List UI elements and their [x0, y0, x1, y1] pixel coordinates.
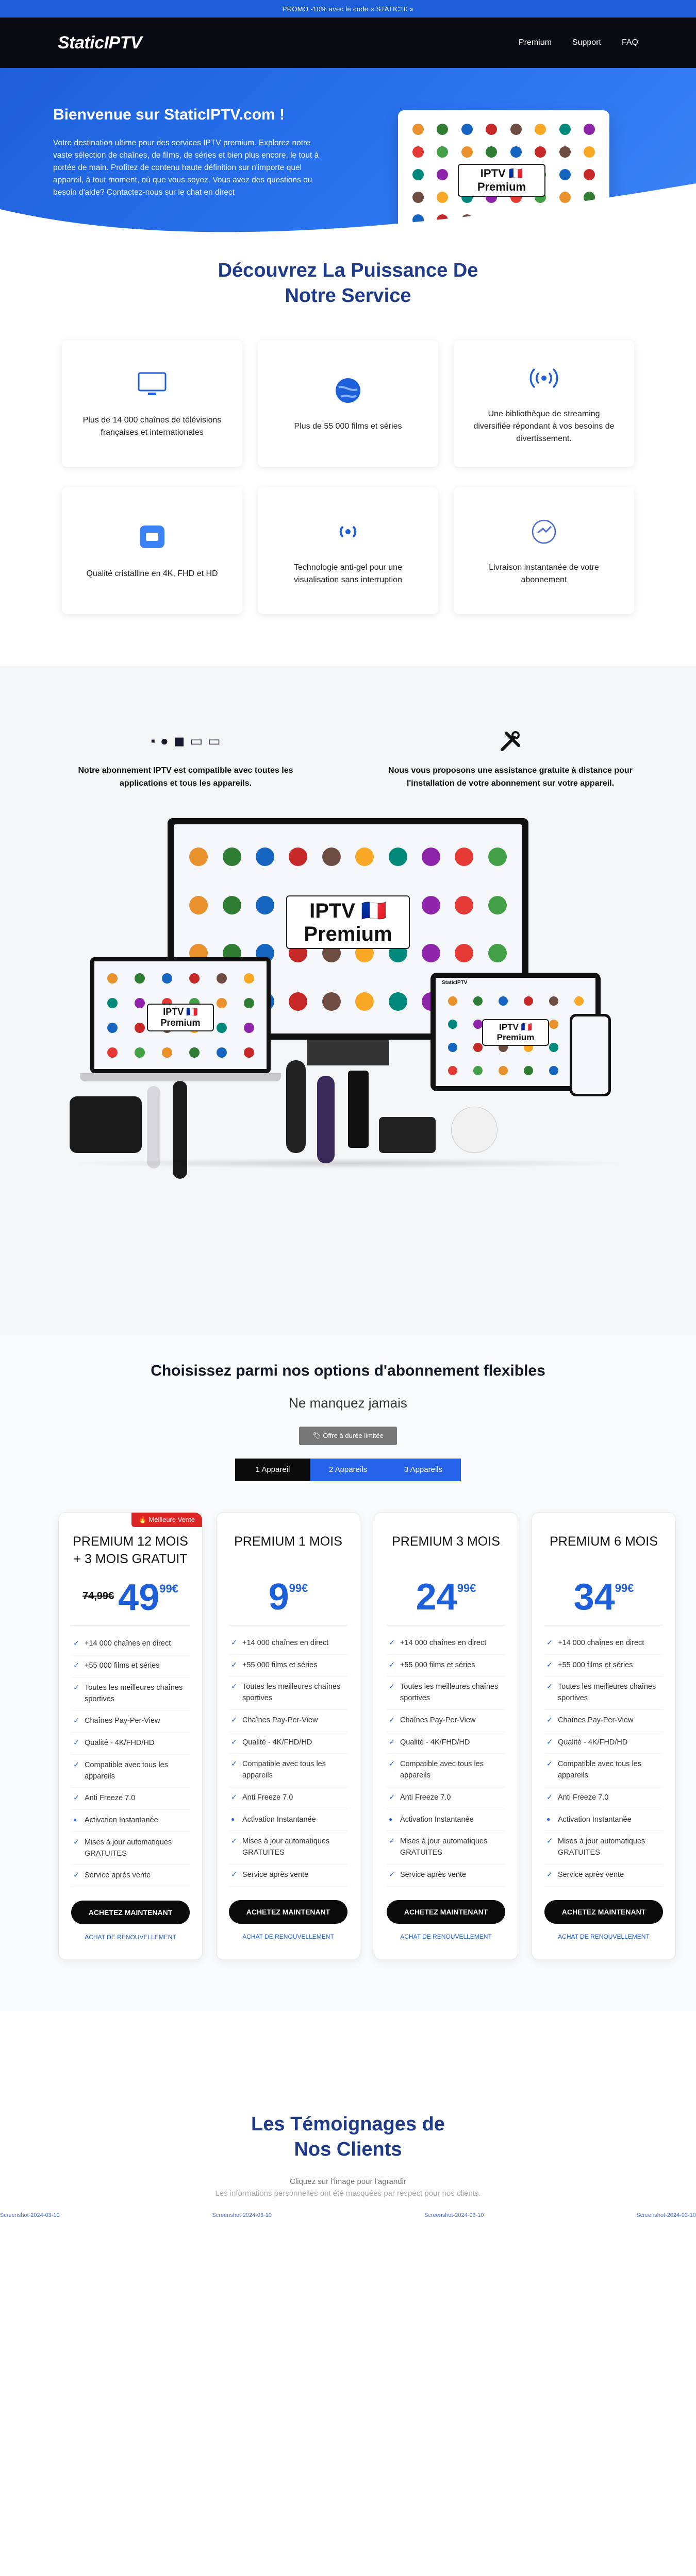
- best-seller-ribbon: 🔥 Meilleure Vente: [131, 1513, 202, 1527]
- navbar: [0, 18, 696, 68]
- channel-logo: [244, 1023, 254, 1033]
- plan-feature: ✓ Chaînes Pay-Per-View: [229, 1710, 347, 1732]
- channel-logo: [510, 124, 522, 135]
- plan-name: PREMIUM 6 MOIS: [550, 1534, 658, 1549]
- tab-2-devices[interactable]: 2 Appareils: [310, 1459, 386, 1481]
- plan-feature: ✓ Toutes les meilleures chaînes sportives: [229, 1676, 347, 1710]
- firestick-remote: [286, 1060, 306, 1153]
- compat-text: Notre abonnement IPTV est compatible avec toutes les applications et tous les appareils.: [78, 766, 293, 788]
- plan-feature: ● Activation Instantanée: [544, 1809, 663, 1832]
- shadow: [70, 1158, 626, 1168]
- laptop-base: [80, 1073, 281, 1081]
- offer-badge: 🏷 Offre à durée limitée: [299, 1427, 397, 1445]
- tv-icon: [136, 368, 169, 401]
- channel-logo: [524, 1066, 533, 1075]
- channel-logo: [244, 1047, 254, 1058]
- plans-grid: [58, 1512, 658, 1960]
- roku-remote: [317, 1076, 335, 1163]
- feature-card: [454, 340, 634, 467]
- renew-link[interactable]: ACHAT DE RENOUVELLEMENT: [400, 1933, 492, 1940]
- channel-logo: [584, 146, 595, 158]
- channel-logo: [549, 996, 558, 1006]
- channel-logo: [217, 998, 227, 1008]
- channel-logo: [448, 1043, 457, 1052]
- channel-logo: [244, 973, 254, 984]
- plan-name: PREMIUM 12 MOIS + 3 MOIS GRATUIT: [73, 1534, 188, 1566]
- channel-logo: [256, 896, 274, 914]
- plans-subtitle: Ne manquez jamais: [289, 1395, 407, 1411]
- delivery-icon: [527, 515, 560, 548]
- price-decimal: 99€: [457, 1581, 476, 1595]
- channel-logo: [455, 944, 473, 962]
- plans-title: Choisissez parmi nos options d'abonnement flexibles: [151, 1362, 545, 1379]
- channel-logo: [107, 973, 118, 984]
- chromecast: [451, 1107, 498, 1153]
- plan-feature: ✓ Qualité - 4K/FHD/HD: [229, 1732, 347, 1754]
- plan-card: [532, 1512, 676, 1960]
- channel-logo: [355, 992, 374, 1011]
- channel-logo: [189, 1047, 200, 1058]
- testimonials-strip: [0, 2212, 696, 2222]
- globe-icon: [332, 374, 364, 407]
- plan-card: [216, 1512, 360, 1960]
- broadcast-icon: [527, 362, 560, 395]
- device-tabs: [0, 1459, 696, 1481]
- stick-device: [348, 1071, 369, 1148]
- channel-logo: [189, 973, 200, 984]
- android-box: [379, 1117, 436, 1153]
- channel-logo: [256, 848, 274, 866]
- price-integer: 24: [416, 1576, 457, 1618]
- channel-logo: [355, 848, 374, 866]
- plan-feature: ✓ Qualité - 4K/FHD/HD: [387, 1732, 505, 1754]
- channel-logo: [389, 848, 407, 866]
- chat-icon: [136, 521, 169, 554]
- channel-logo: [412, 146, 424, 158]
- plans-head: [0, 1362, 696, 1481]
- channel-logo: [107, 998, 118, 1008]
- channel-logo: [549, 1043, 558, 1052]
- channel-logo: [223, 896, 241, 914]
- plan-feature: ✓ Toutes les meilleures chaînes sportives: [387, 1676, 505, 1710]
- channel-logo: [189, 896, 208, 914]
- feature-text: Plus de 55 000 films et séries: [294, 421, 402, 431]
- channel-logo: [422, 848, 440, 866]
- hero-title: Bienvenue sur StaticIPTV.com !: [53, 106, 285, 123]
- plan-feature: ✓ Mises à jour automatiques GRATUITES: [71, 1832, 190, 1866]
- channel-logo: [448, 996, 457, 1006]
- nav-item-premium[interactable]: Premium: [518, 38, 552, 47]
- channel-logo: [289, 848, 307, 866]
- plan-feature: ✓ +55 000 films et séries: [71, 1655, 190, 1677]
- channel-logo: [584, 124, 595, 135]
- plan-price: [71, 1577, 190, 1619]
- plan-name: PREMIUM 3 MOIS: [392, 1534, 500, 1549]
- plan-feature: ✓ +14 000 chaînes en direct: [544, 1633, 663, 1655]
- plan-feature: ✓ Chaînes Pay-Per-View: [387, 1710, 505, 1732]
- support-text: Nous vous proposons une assistance gratuite à distance pour l'installation de votre abonnement sur votre appareil.: [388, 766, 633, 788]
- site-logo[interactable]: StaticIPTV: [58, 32, 142, 53]
- channel-logo: [437, 146, 448, 158]
- price-decimal: 99€: [289, 1581, 308, 1595]
- channel-logo: [422, 896, 440, 914]
- laptop-iptv-badge: IPTV 🇫🇷 Premium: [147, 1004, 214, 1031]
- channel-logo: [437, 124, 448, 135]
- feature-card: [258, 487, 438, 614]
- channel-logo: [422, 944, 440, 962]
- channel-logo: [559, 124, 571, 135]
- testimonials-hint: Cliquez sur l'image pour l'agrandir: [290, 2177, 406, 2186]
- feature-card: [258, 340, 438, 467]
- tab-1-device[interactable]: 1 Appareil: [235, 1459, 310, 1481]
- compat-column: [62, 727, 309, 790]
- plans-section: [0, 1335, 696, 2011]
- features-grid: [62, 340, 634, 614]
- old-price: 74,99€: [82, 1590, 114, 1602]
- apple-tv-box: [70, 1096, 142, 1153]
- channel-logo: [448, 1066, 457, 1075]
- channel-logo: [473, 996, 483, 1006]
- price-decimal: 99€: [159, 1582, 178, 1596]
- channel-logo: [461, 146, 473, 158]
- feature-text: Technologie anti-gel pour une visualisation sans interruption: [294, 563, 402, 584]
- feature-card: [62, 340, 242, 467]
- devices-section: [0, 666, 696, 1335]
- plan-feature: ✓ Anti Freeze 7.0: [387, 1787, 505, 1809]
- channel-logo: [135, 1023, 145, 1033]
- channel-logo: [549, 1066, 558, 1075]
- plan-name: PREMIUM 1 MOIS: [234, 1534, 342, 1549]
- channel-logo: [499, 1066, 508, 1075]
- features-section: [0, 234, 696, 666]
- price-decimal: 99€: [615, 1581, 634, 1595]
- devices-icon: [62, 727, 309, 755]
- tab-3-devices[interactable]: 3 Appareils: [386, 1459, 461, 1481]
- channel-logo: [488, 896, 507, 914]
- channel-logo: [488, 848, 507, 866]
- channel-logo: [135, 973, 145, 984]
- plan-feature: ✓ Compatible avec tous les appareils: [387, 1754, 505, 1787]
- channel-logo: [289, 992, 307, 1011]
- channel-logo: [535, 124, 546, 135]
- feature-text: Qualité cristalline en 4K, FHD et HD: [86, 569, 218, 578]
- testimonial-image[interactable]: Screenshot-2024-03-10: [0, 2212, 60, 2218]
- nav-item-faq[interactable]: FAQ: [621, 38, 638, 47]
- feature-card: [62, 487, 242, 614]
- hero-iptv-badge: IPTV 🇫🇷 Premium: [458, 164, 545, 197]
- channel-logo: [473, 1043, 483, 1052]
- feature-text: Livraison instantanée de votre abonnement: [489, 563, 599, 584]
- plan-price: [544, 1576, 663, 1618]
- channel-logo: [217, 1047, 227, 1058]
- plan-feature: ✓ Service après vente: [544, 1865, 663, 1887]
- plan-feature: ✓ +55 000 films et séries: [544, 1655, 663, 1677]
- channel-logo: [322, 992, 341, 1011]
- plan-feature: ✓ Chaînes Pay-Per-View: [544, 1710, 663, 1732]
- support-column: [387, 727, 634, 790]
- channel-logo: [135, 998, 145, 1008]
- plan-feature: ✓ Qualité - 4K/FHD/HD: [71, 1733, 190, 1755]
- windows-icon: ◼: [173, 733, 185, 749]
- plan-feature: ✓ Anti Freeze 7.0: [71, 1788, 190, 1810]
- promo-text: PROMO -10% avec le code « STATIC10 »: [282, 5, 414, 13]
- tv-icon: ▭: [190, 733, 203, 749]
- renew-link[interactable]: ACHAT DE RENOUVELLEMENT: [242, 1933, 334, 1940]
- testimonial-image[interactable]: Screenshot-2024-03-10: [212, 2212, 272, 2218]
- plan-feature: ✓ +14 000 chaînes en direct: [387, 1633, 505, 1655]
- price-integer: 49: [118, 1577, 160, 1619]
- channel-logo: [412, 124, 424, 135]
- channel-logo: [389, 992, 407, 1011]
- channel-logo: [162, 973, 172, 984]
- channel-logo: [486, 146, 497, 158]
- phone-screen: [572, 1016, 608, 1094]
- price-integer: 34: [573, 1576, 615, 1618]
- channel-logo: [499, 996, 508, 1006]
- renew-link[interactable]: ACHAT DE RENOUVELLEMENT: [85, 1934, 176, 1941]
- features-title: Découvrez La Puissance De Notre Service: [218, 260, 478, 307]
- channel-logo: [473, 1020, 483, 1029]
- tv-stand: [307, 1040, 389, 1065]
- channel-logo: [217, 1023, 227, 1033]
- plan-feature: ✓ Chaînes Pay-Per-View: [71, 1710, 190, 1733]
- channel-logo: [510, 146, 522, 158]
- channel-logo: [223, 848, 241, 866]
- plan-feature: ● Activation Instantanée: [387, 1809, 505, 1832]
- plan-feature: ✓ Anti Freeze 7.0: [544, 1787, 663, 1809]
- laptop-icon: ▭: [207, 733, 221, 749]
- channel-logo: [107, 1023, 118, 1033]
- plan-feature: ● Activation Instantanée: [229, 1809, 347, 1832]
- plan-feature: ✓ Service après vente: [229, 1865, 347, 1887]
- channel-logo: [461, 124, 473, 135]
- devices-row: [62, 727, 634, 790]
- plan-price: [387, 1576, 505, 1618]
- remote-1: [147, 1086, 160, 1168]
- buy-now-button[interactable]: ACHETEZ MAINTENANT: [544, 1900, 663, 1924]
- apple-icon: ●: [160, 733, 169, 749]
- plan-feature: ✓ Toutes les meilleures chaînes sportives: [544, 1676, 663, 1710]
- devices-illustration: [70, 818, 626, 1241]
- phone-device: [570, 1014, 611, 1096]
- testimonials-title: Les Témoignages de Nos Clients: [251, 2113, 445, 2161]
- plan-feature: ✓ Toutes les meilleures chaînes sportives: [71, 1677, 190, 1711]
- plan-feature: ✓ +55 000 films et séries: [229, 1655, 347, 1677]
- plan-price: [229, 1576, 347, 1618]
- plan-feature: ✓ Service après vente: [71, 1865, 190, 1887]
- plan-feature: ✓ Compatible avec tous les appareils: [544, 1754, 663, 1787]
- signal-icon: [332, 515, 364, 548]
- testimonials-section: [0, 2011, 696, 2576]
- plan-feature: ✓ +14 000 chaînes en direct: [71, 1633, 190, 1655]
- channel-logo: [448, 1020, 457, 1029]
- channel-logo: [549, 1020, 558, 1029]
- tools-icon: [387, 727, 634, 755]
- plan-feature: ✓ Mises à jour automatiques GRATUITES: [229, 1831, 347, 1865]
- hero-wave: [0, 173, 696, 234]
- feature-card: [454, 487, 634, 614]
- plan-feature: ✓ +14 000 chaînes en direct: [229, 1633, 347, 1655]
- channel-logo: [574, 996, 584, 1006]
- price-integer: 9: [268, 1576, 289, 1618]
- hero-paragraph: Votre destination ultime pour des services IPTV premium. Explorez notre vaste sélection de chaînes, de films, de séries et bien plus encore, le tout à portée de main. Profitez de contenu haute définition sur n'importe quel appareil, à tout moment, où que vous soyez. Vous avez des questions ou besoin d'aide? Contactez-nous sur le chat en direct: [53, 139, 319, 197]
- channel-logo: [162, 1047, 172, 1058]
- channel-logo: [486, 124, 497, 135]
- channel-logo: [473, 1066, 483, 1075]
- buy-now-button[interactable]: ACHETEZ MAINTENANT: [229, 1900, 347, 1924]
- channel-logo: [322, 848, 341, 866]
- buy-now-button[interactable]: ACHETEZ MAINTENANT: [387, 1900, 505, 1924]
- plan-feature: ✓ Mises à jour automatiques GRATUITES: [387, 1831, 505, 1865]
- tablet-iptv-badge: IPTV 🇫🇷 Premium: [482, 1019, 549, 1046]
- plan-feature: ✓ Compatible avec tous les appareils: [71, 1755, 190, 1788]
- plan-card: [374, 1512, 518, 1960]
- channel-logo: [189, 848, 208, 866]
- feature-text: Une bibliothèque de streaming diversifiée répondant à vos besoins de divertissement.: [473, 409, 615, 443]
- plan-card: [58, 1512, 203, 1960]
- nav-menu: [519, 38, 638, 47]
- nav-item-support[interactable]: Support: [572, 38, 601, 47]
- channel-logo: [488, 944, 507, 962]
- tv-iptv-badge: IPTV 🇫🇷 Premium: [286, 895, 410, 949]
- plan-feature: ● Activation Instantanée: [71, 1810, 190, 1832]
- plan-feature: ✓ Service après vente: [387, 1865, 505, 1887]
- channel-logo: [107, 1047, 118, 1058]
- channel-logo: [559, 146, 571, 158]
- channel-logo: [535, 146, 546, 158]
- renew-link[interactable]: ACHAT DE RENOUVELLEMENT: [558, 1933, 650, 1940]
- android-icon: ▪: [151, 734, 156, 748]
- tablet-brand: StaticIPTV: [442, 980, 468, 986]
- plan-feature: ✓ Compatible avec tous les appareils: [229, 1754, 347, 1787]
- laptop-device: [90, 957, 271, 1073]
- plan-feature: ✓ Anti Freeze 7.0: [229, 1787, 347, 1809]
- channel-logo: [244, 998, 254, 1008]
- channel-logo: [455, 896, 473, 914]
- buy-now-button[interactable]: ACHETEZ MAINTENANT: [71, 1901, 190, 1924]
- feature-text: Plus de 14 000 chaînes de télévisions françaises et internationales: [82, 415, 222, 437]
- promo-bar: [0, 0, 696, 18]
- channel-logo: [217, 973, 227, 984]
- hero: [0, 68, 696, 234]
- testimonials-notice: Les informations personnelles ont été masquées par respect pour nos clients.: [215, 2189, 481, 2198]
- testimonial-image[interactable]: Screenshot-2024-03-10: [424, 2212, 484, 2218]
- channel-logo: [524, 996, 533, 1006]
- plan-feature: ✓ Qualité - 4K/FHD/HD: [544, 1732, 663, 1754]
- testimonial-image[interactable]: Screenshot-2024-03-10: [636, 2212, 696, 2218]
- channel-logo: [135, 1047, 145, 1058]
- plan-feature: ✓ Mises à jour automatiques GRATUITES: [544, 1831, 663, 1865]
- channel-logo: [455, 848, 473, 866]
- plan-feature: ✓ +55 000 films et séries: [387, 1655, 505, 1677]
